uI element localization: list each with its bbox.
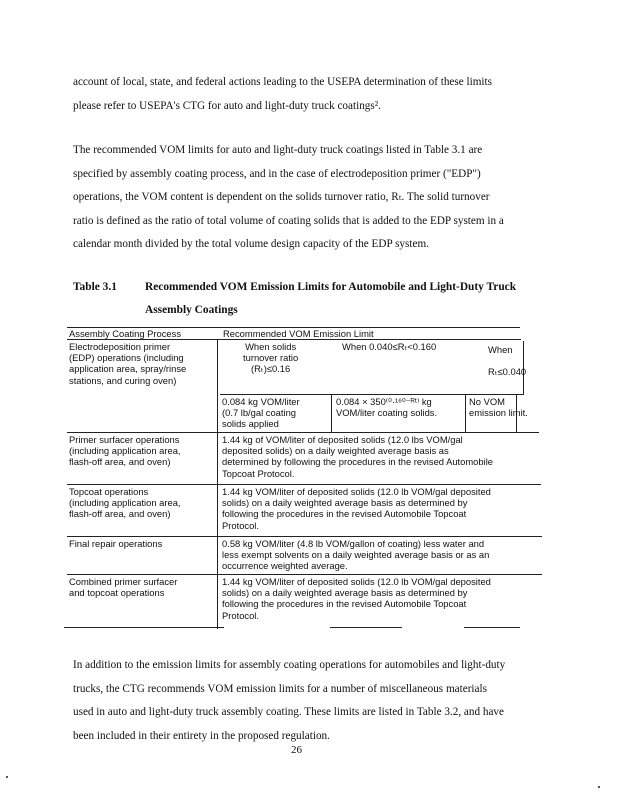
header-process: Assembly Coating Process [69,328,182,339]
page-number: 26 [291,744,302,756]
text-line: account of local, state, and federal actions leading to the USEPA determination of these limits [73,76,493,88]
misc-materials-paragraph [73,654,543,748]
combined-limit: 1.44 kg VOM/liter of deposited solids (12.0 lb VOM/gal deposited solids) on a daily weighted average basis as determined by following the procedures in the revised Automobile Topcoat Protocol. [222,576,491,621]
text-line: trucks, the CTG recommends VOM emission limits for a number of miscellaneous materials [73,682,487,695]
topcoat-limit: 1.44 kg VOM/liter of deposited solids (12.0 lb VOM/gal deposited solids) on a daily weighted average basis as determined by following the procedures in the revised Automobile Topcoat Protocol. [222,486,491,531]
row-rule [67,574,542,575]
final-repair-limit: 0.58 kg VOM/liter (4.8 lb VOM/gallon of coating) less water and less exempt solvents on a daily weighted average basis or as an occurrence weighted average. [222,538,490,572]
text-line: The recommended VOM limits for auto and light-duty truck coatings listed in Table 3.1 are [73,144,483,156]
text-line: please refer to USEPA's CTG for auto and light-duty truck coatings². [73,99,381,112]
edp-divider [465,394,466,432]
edp-rule [220,394,470,395]
edp-condition-high: When Rₜ≤0.040 [488,344,527,378]
edp-divider [331,394,332,432]
row-rule [67,432,539,433]
row-rule [67,484,541,485]
text-line: used in auto and light-duty truck assembly coating. These limits are listed in Table 3.2, and have [73,706,504,718]
final-repair-process: Final repair operations [69,538,163,549]
primer-surfacer-limit: 1.44 kg of VOM/liter of deposited solids (12.0 lbs VOM/gal deposited solids) on a daily weighted average basis as determined by following the procedures in the revised Automobile Topcoat Protocol. [222,434,493,479]
column-divider [217,339,218,629]
table-title-continued: Assembly Coatings [145,304,238,316]
edp-process: Electrodeposition primer (EDP) operations (including application area, spray/rinse stations, and curing oven) [69,341,187,386]
text-line: specified by assembly coating process, and in the case of electrodeposition primer ("EDP") [73,167,481,180]
table-top-rule-right [466,327,520,328]
topcoat-process: Topcoat operations (including application area, flash-off area, and oven) [69,486,181,520]
combined-process: Combined primer surfacer and topcoat operations [69,576,178,599]
table-title: Recommended VOM Emission Limits for Automobile and Light-Duty Truck [145,281,517,293]
text-line: calendar month divided by the total volume design capacity of the EDP system. [73,238,429,250]
scan-speck [598,786,600,788]
text-line: operations, the VOM content is dependent on the solids turnover ratio, Rₜ. The solid turnover [73,191,490,203]
edp-condition-mid: When 0.040≤Rₜ<0.160 [342,341,437,352]
header-limit: Recommended VOM Emission Limit [223,328,374,339]
row-rule [67,536,542,537]
edp-limit-high: No VOM emission limit. [469,396,528,419]
text-line: ratio is defined as the ratio of total volume of coating solids that is added to the EDP system in a [73,214,504,227]
edp-limit-mid: 0.084 × 350⁽⁰·¹⁶⁰⁻ᴿᵗ⁾ kg VOM/liter coating solids. [336,396,438,419]
text-line: In addition to the emission limits for assembly coating operations for automobiles and light-duty [73,659,506,671]
table-number: Table 3.1 [73,281,117,293]
primer-surfacer-process: Primer surfacer operations (including application area, flash-off area, and oven) [69,434,181,468]
edp-condition-low: When solids turnover ratio (Rₜ)≤0.16 [243,341,299,375]
text-line: been included in their entirety in the proposed regulation. [73,729,330,742]
table-bottom-rule [464,627,520,628]
edp-limit-low: 0.084 kg VOM/liter (0.7 lb/gal coating solids applied [222,396,300,430]
scan-speck [6,776,8,778]
table-bottom-rule [64,627,224,628]
table-bottom-rule [330,627,402,628]
